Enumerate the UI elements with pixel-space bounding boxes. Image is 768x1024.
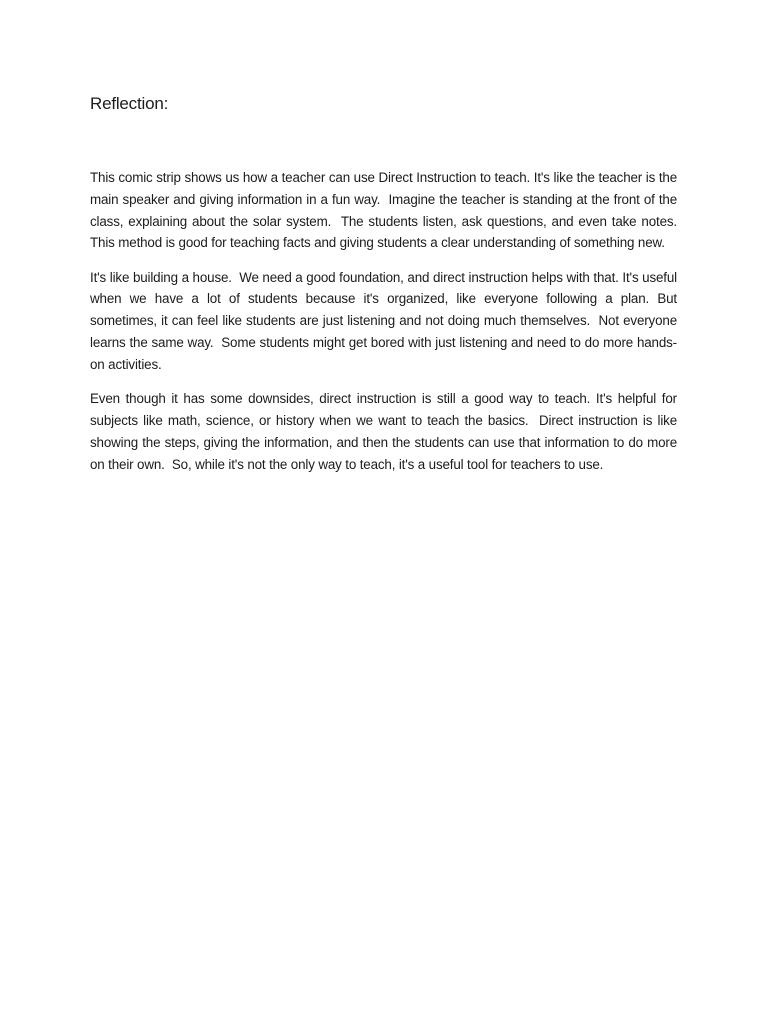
page-title: Reflection: [90,94,169,113]
paragraph-3: Even though it has some downsides, direct instruction is still a good way to teach. It's helpful for subjects like math, science, or history when we want to teach the basics. Direct instruction is like showing the steps, giving the information, and then the students can use that information to do more on their own. So, while it's not the only way to teach, it's a useful tool for teachers to use. [90,391,681,472]
document-body [90,93,681,488]
paragraph-1: This comic strip shows us how a teacher can use Direct Instruction to teach. It's like the teacher is the main speaker and giving information in a fun way. Imagine the teacher is standing at the front of the class, explaining about the solar system. The students listen, ask questions, and even take notes. This method is good for teaching facts and giving students a clear understanding of something new. [90,170,681,251]
paragraph-2: It's like building a house. We need a good foundation, and direct instruction helps with that. It's useful when we have a lot of students because it's organized, like everyone following a plan. But sometimes, it can feel like students are just listening and not doing much themselves. Not everyone learns the same way. Some students might get bored with just listening and need to do more hands-on activities. [90,269,681,372]
